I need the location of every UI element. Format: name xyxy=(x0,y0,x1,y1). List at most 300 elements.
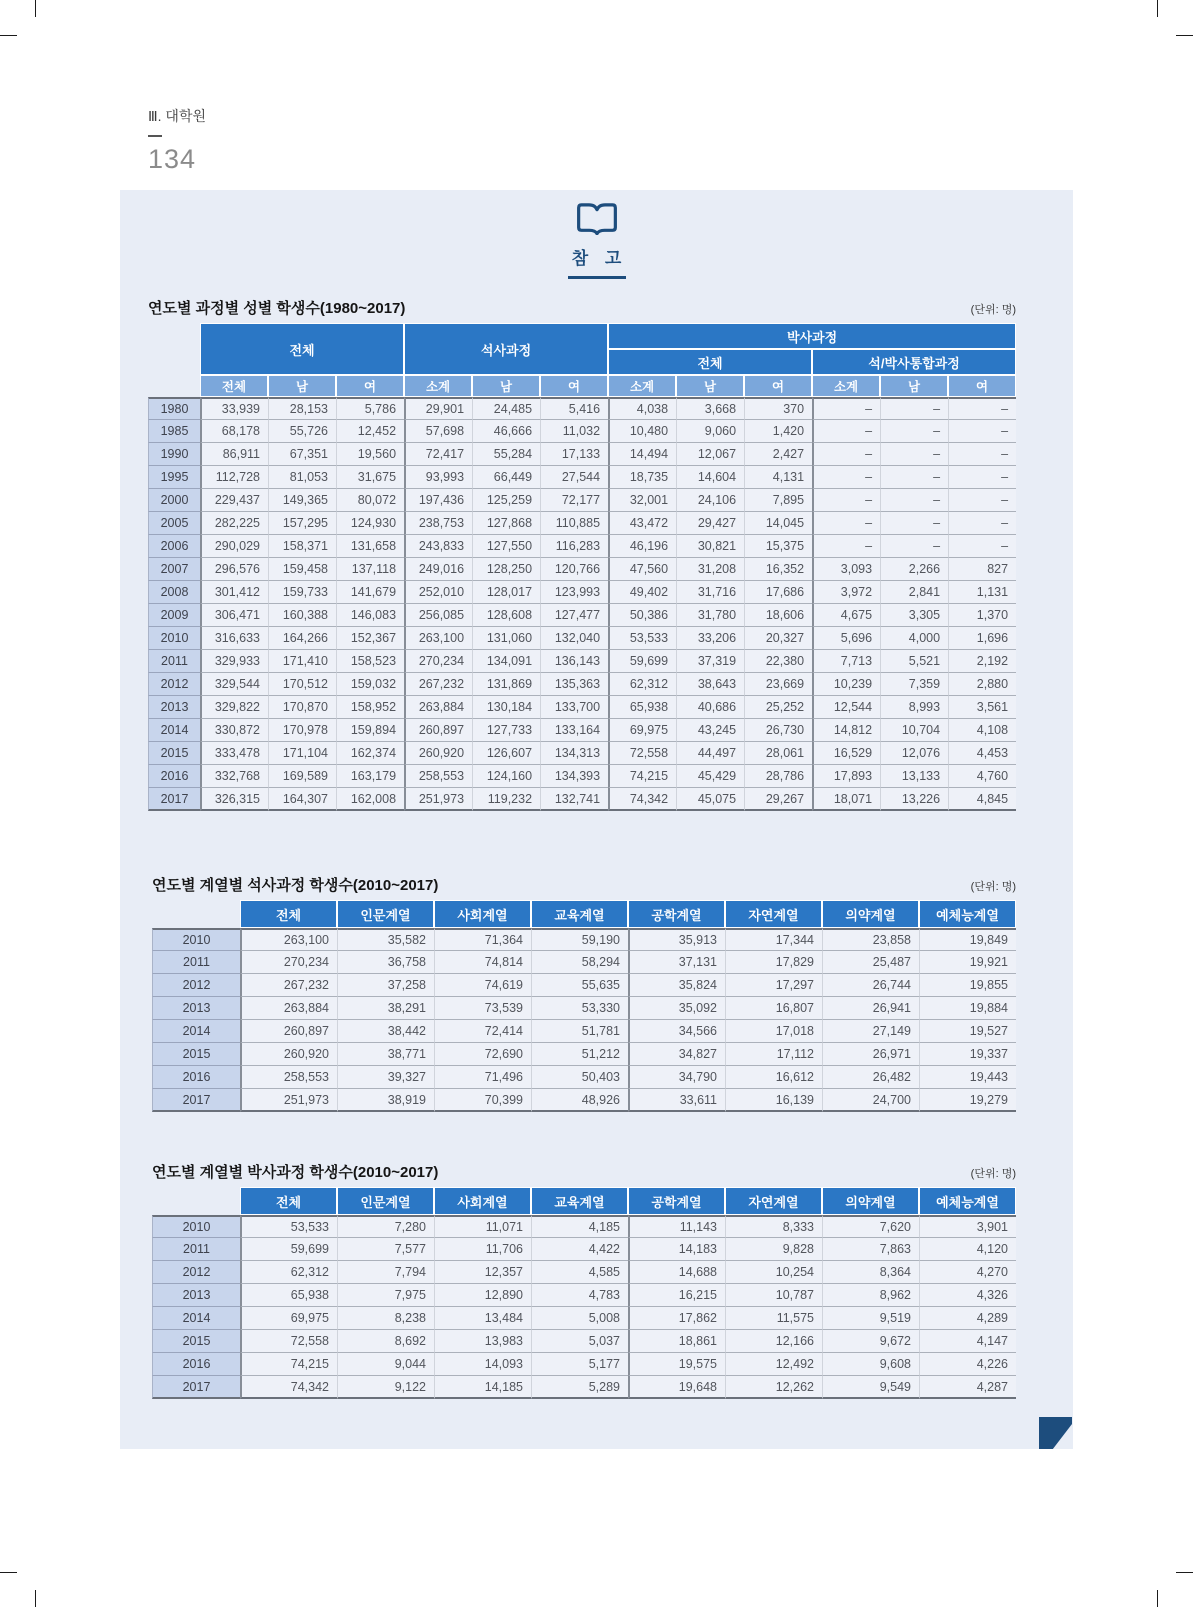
value-cell: 3,305 xyxy=(880,604,948,627)
value-cell: 251,973 xyxy=(240,1089,337,1112)
value-cell: 73,539 xyxy=(434,997,531,1020)
value-cell: 24,700 xyxy=(822,1089,919,1112)
value-cell: 4,326 xyxy=(919,1284,1016,1307)
column-header: 여 xyxy=(336,375,404,397)
value-cell: 260,897 xyxy=(240,1020,337,1043)
value-cell: 270,234 xyxy=(404,650,472,673)
value-cell: 17,133 xyxy=(540,443,608,466)
column-header: 사회계열 xyxy=(434,1187,531,1215)
year-cell: 2010 xyxy=(152,1215,240,1238)
value-cell: 1,420 xyxy=(744,420,812,443)
table-row xyxy=(152,928,1016,951)
value-cell: 68,178 xyxy=(200,420,268,443)
value-cell: 2,192 xyxy=(948,650,1016,673)
value-cell: 134,091 xyxy=(472,650,540,673)
value-cell: 135,363 xyxy=(540,673,608,696)
value-cell: 256,085 xyxy=(404,604,472,627)
value-cell: 7,280 xyxy=(337,1215,434,1238)
value-cell: 20,327 xyxy=(744,627,812,650)
value-cell: 267,232 xyxy=(240,974,337,997)
value-cell: 19,855 xyxy=(919,974,1016,997)
value-cell: 133,164 xyxy=(540,719,608,742)
value-cell: 51,781 xyxy=(531,1020,628,1043)
value-cell: 258,553 xyxy=(404,765,472,788)
value-cell: 124,160 xyxy=(472,765,540,788)
table-row xyxy=(148,765,1016,788)
value-cell: 33,939 xyxy=(200,397,268,420)
table-row xyxy=(148,420,1016,443)
value-cell: 333,478 xyxy=(200,742,268,765)
value-cell: 8,692 xyxy=(337,1330,434,1353)
column-header: 전체 xyxy=(240,900,337,928)
year-cell: 2006 xyxy=(148,535,200,558)
value-cell: 120,766 xyxy=(540,558,608,581)
value-cell: 270,234 xyxy=(240,951,337,974)
year-cell: 2005 xyxy=(148,512,200,535)
value-cell: 67,351 xyxy=(268,443,336,466)
column-header: 교육계열 xyxy=(531,1187,628,1215)
table-row xyxy=(148,788,1016,811)
value-cell: 162,008 xyxy=(336,788,404,811)
value-cell: 238,753 xyxy=(404,512,472,535)
crop-mark-bottom-right-v xyxy=(1157,1590,1158,1607)
table-corner-cell xyxy=(148,323,200,397)
table-row xyxy=(148,535,1016,558)
value-cell: 26,482 xyxy=(822,1066,919,1089)
value-cell: 19,560 xyxy=(336,443,404,466)
column-header: 예체능계열 xyxy=(919,1187,1016,1215)
value-cell: 5,696 xyxy=(812,627,880,650)
value-cell: 5,008 xyxy=(531,1307,628,1330)
value-cell: 14,093 xyxy=(434,1353,531,1376)
value-cell: 8,364 xyxy=(822,1261,919,1284)
year-cell: 2010 xyxy=(152,928,240,951)
value-cell: 8,333 xyxy=(725,1215,822,1238)
value-cell: 243,833 xyxy=(404,535,472,558)
year-cell: 2015 xyxy=(152,1043,240,1066)
table-row xyxy=(148,696,1016,719)
value-cell: 127,550 xyxy=(472,535,540,558)
table-title-row xyxy=(148,294,1016,318)
column-header: 공학계열 xyxy=(628,900,725,928)
table-row xyxy=(152,1020,1016,1043)
open-book-icon xyxy=(575,203,619,240)
year-cell: 2011 xyxy=(148,650,200,673)
column-header: 소계 xyxy=(812,375,880,397)
value-cell: 128,608 xyxy=(472,604,540,627)
value-cell: 2,880 xyxy=(948,673,1016,696)
year-cell: 1985 xyxy=(148,420,200,443)
value-cell: 9,828 xyxy=(725,1238,822,1261)
value-cell: 29,267 xyxy=(744,788,812,811)
value-cell: – xyxy=(812,420,880,443)
value-cell: 301,412 xyxy=(200,581,268,604)
column-header: 박사과정 xyxy=(608,323,1016,349)
value-cell: 127,868 xyxy=(472,512,540,535)
value-cell: 32,001 xyxy=(608,489,676,512)
column-header: 전체 xyxy=(240,1187,337,1215)
value-cell: 45,429 xyxy=(676,765,744,788)
value-cell: 8,993 xyxy=(880,696,948,719)
table-row xyxy=(152,1066,1016,1089)
crop-mark-top-right-v xyxy=(1157,0,1158,17)
value-cell: 62,312 xyxy=(608,673,676,696)
value-cell: 10,787 xyxy=(725,1284,822,1307)
value-cell: 12,492 xyxy=(725,1353,822,1376)
corner-fold-decoration xyxy=(1039,1417,1072,1449)
value-cell: 50,403 xyxy=(531,1066,628,1089)
year-cell: 2011 xyxy=(152,1238,240,1261)
value-cell: 7,895 xyxy=(744,489,812,512)
students-by-course-gender-table xyxy=(148,323,1016,811)
value-cell: 12,262 xyxy=(725,1376,822,1399)
value-cell: 1,696 xyxy=(948,627,1016,650)
column-header: 의약계열 xyxy=(822,900,919,928)
value-cell: 69,975 xyxy=(608,719,676,742)
table-row xyxy=(148,558,1016,581)
value-cell: 19,575 xyxy=(628,1353,725,1376)
value-cell: 18,606 xyxy=(744,604,812,627)
year-cell: 2014 xyxy=(148,719,200,742)
year-cell: 1980 xyxy=(148,397,200,420)
header-row xyxy=(148,375,1016,397)
value-cell: 14,604 xyxy=(676,466,744,489)
value-cell: – xyxy=(812,512,880,535)
value-cell: 7,794 xyxy=(337,1261,434,1284)
value-cell: 7,620 xyxy=(822,1215,919,1238)
value-cell: 251,973 xyxy=(404,788,472,811)
value-cell: 306,471 xyxy=(200,604,268,627)
value-cell: 71,364 xyxy=(434,928,531,951)
value-cell: 43,245 xyxy=(676,719,744,742)
value-cell: 74,342 xyxy=(608,788,676,811)
value-cell: 4,453 xyxy=(948,742,1016,765)
value-cell: 4,226 xyxy=(919,1353,1016,1376)
value-cell: – xyxy=(880,512,948,535)
value-cell: 146,083 xyxy=(336,604,404,627)
value-cell: 9,549 xyxy=(822,1376,919,1399)
value-cell: 119,232 xyxy=(472,788,540,811)
value-cell: 55,726 xyxy=(268,420,336,443)
value-cell: 11,143 xyxy=(628,1215,725,1238)
value-cell: 3,901 xyxy=(919,1215,1016,1238)
year-cell: 1990 xyxy=(148,443,200,466)
value-cell: 72,558 xyxy=(608,742,676,765)
value-cell: 37,258 xyxy=(337,974,434,997)
table-row xyxy=(152,997,1016,1020)
value-cell: 12,890 xyxy=(434,1284,531,1307)
year-cell: 2015 xyxy=(152,1330,240,1353)
value-cell: 260,920 xyxy=(404,742,472,765)
value-cell: 13,226 xyxy=(880,788,948,811)
value-cell: 16,352 xyxy=(744,558,812,581)
value-cell: 4,845 xyxy=(948,788,1016,811)
value-cell: 329,544 xyxy=(200,673,268,696)
value-cell: 17,686 xyxy=(744,581,812,604)
value-cell: 34,827 xyxy=(628,1043,725,1066)
value-cell: 51,212 xyxy=(531,1043,628,1066)
value-cell: 13,983 xyxy=(434,1330,531,1353)
value-cell: 130,184 xyxy=(472,696,540,719)
value-cell: 12,067 xyxy=(676,443,744,466)
value-cell: 17,112 xyxy=(725,1043,822,1066)
value-cell: 9,672 xyxy=(822,1330,919,1353)
value-cell: 14,185 xyxy=(434,1376,531,1399)
value-cell: 47,560 xyxy=(608,558,676,581)
value-cell: 38,291 xyxy=(337,997,434,1020)
value-cell: 5,177 xyxy=(531,1353,628,1376)
table-row xyxy=(152,1261,1016,1284)
column-header: 남 xyxy=(472,375,540,397)
value-cell: 149,365 xyxy=(268,489,336,512)
value-cell: 124,930 xyxy=(336,512,404,535)
value-cell: 171,410 xyxy=(268,650,336,673)
value-cell: 31,208 xyxy=(676,558,744,581)
value-cell: 19,921 xyxy=(919,951,1016,974)
value-cell: 249,016 xyxy=(404,558,472,581)
value-cell: 74,619 xyxy=(434,974,531,997)
value-cell: – xyxy=(948,397,1016,420)
year-cell: 2013 xyxy=(152,1284,240,1307)
table-row xyxy=(152,1284,1016,1307)
value-cell: 31,675 xyxy=(336,466,404,489)
value-cell: 29,901 xyxy=(404,397,472,420)
value-cell: – xyxy=(948,466,1016,489)
value-cell: 158,371 xyxy=(268,535,336,558)
value-cell: 71,496 xyxy=(434,1066,531,1089)
year-cell: 2012 xyxy=(152,974,240,997)
value-cell: 332,768 xyxy=(200,765,268,788)
header-row xyxy=(152,1187,1016,1215)
value-cell: – xyxy=(812,466,880,489)
value-cell: 296,576 xyxy=(200,558,268,581)
value-cell: 159,894 xyxy=(336,719,404,742)
table-corner-cell xyxy=(152,1187,240,1215)
value-cell: 4,185 xyxy=(531,1215,628,1238)
table-row xyxy=(148,673,1016,696)
value-cell: – xyxy=(948,512,1016,535)
value-cell: 5,521 xyxy=(880,650,948,673)
value-cell: 14,688 xyxy=(628,1261,725,1284)
value-cell: 13,133 xyxy=(880,765,948,788)
value-cell: 282,225 xyxy=(200,512,268,535)
table-row xyxy=(152,1330,1016,1353)
value-cell: 39,327 xyxy=(337,1066,434,1089)
value-cell: 131,060 xyxy=(472,627,540,650)
value-cell: 19,279 xyxy=(919,1089,1016,1112)
value-cell: 3,668 xyxy=(676,397,744,420)
table-row xyxy=(152,1353,1016,1376)
value-cell: 4,131 xyxy=(744,466,812,489)
value-cell: 34,566 xyxy=(628,1020,725,1043)
value-cell: 3,972 xyxy=(812,581,880,604)
value-cell: 4,270 xyxy=(919,1261,1016,1284)
value-cell: 53,533 xyxy=(240,1215,337,1238)
value-cell: 7,577 xyxy=(337,1238,434,1261)
value-cell: 50,386 xyxy=(608,604,676,627)
value-cell: 38,919 xyxy=(337,1089,434,1112)
value-cell: – xyxy=(880,535,948,558)
value-cell: 23,669 xyxy=(744,673,812,696)
value-cell: – xyxy=(880,397,948,420)
value-cell: 7,975 xyxy=(337,1284,434,1307)
value-cell: 137,118 xyxy=(336,558,404,581)
value-cell: 3,093 xyxy=(812,558,880,581)
year-cell: 2016 xyxy=(148,765,200,788)
value-cell: – xyxy=(812,535,880,558)
value-cell: – xyxy=(948,489,1016,512)
value-cell: 30,821 xyxy=(676,535,744,558)
value-cell: – xyxy=(880,489,948,512)
value-cell: 46,666 xyxy=(472,420,540,443)
value-cell: 5,786 xyxy=(336,397,404,420)
value-cell: 134,393 xyxy=(540,765,608,788)
value-cell: 10,704 xyxy=(880,719,948,742)
column-header: 전체 xyxy=(200,323,404,375)
value-cell: 26,971 xyxy=(822,1043,919,1066)
value-cell: 72,417 xyxy=(404,443,472,466)
value-cell: 38,442 xyxy=(337,1020,434,1043)
table-row xyxy=(148,489,1016,512)
value-cell: 12,076 xyxy=(880,742,948,765)
value-cell: 7,359 xyxy=(880,673,948,696)
value-cell: 163,179 xyxy=(336,765,404,788)
value-cell: 12,357 xyxy=(434,1261,531,1284)
year-cell: 2015 xyxy=(148,742,200,765)
value-cell: 36,758 xyxy=(337,951,434,974)
table-row xyxy=(152,1215,1016,1238)
value-cell: 29,427 xyxy=(676,512,744,535)
year-cell: 2013 xyxy=(152,997,240,1020)
year-cell: 2011 xyxy=(152,951,240,974)
value-cell: 157,295 xyxy=(268,512,336,535)
reference-badge xyxy=(120,203,1073,279)
value-cell: 12,452 xyxy=(336,420,404,443)
year-cell: 2014 xyxy=(152,1020,240,1043)
column-header: 전체 xyxy=(200,375,268,397)
value-cell: 9,060 xyxy=(676,420,744,443)
crop-mark-top-left-h xyxy=(0,35,17,36)
value-cell: 19,884 xyxy=(919,997,1016,1020)
column-header: 여 xyxy=(948,375,1016,397)
value-cell: – xyxy=(880,466,948,489)
table-row xyxy=(152,951,1016,974)
value-cell: 258,553 xyxy=(240,1066,337,1089)
value-cell: 43,472 xyxy=(608,512,676,535)
value-cell: 125,259 xyxy=(472,489,540,512)
year-cell: 2013 xyxy=(148,696,200,719)
value-cell: 4,120 xyxy=(919,1238,1016,1261)
value-cell: 35,582 xyxy=(337,928,434,951)
value-cell: 46,196 xyxy=(608,535,676,558)
value-cell: 19,527 xyxy=(919,1020,1016,1043)
value-cell: 159,458 xyxy=(268,558,336,581)
year-cell: 2017 xyxy=(152,1089,240,1112)
value-cell: 74,215 xyxy=(240,1353,337,1376)
unit-label: (단위: 명) xyxy=(970,304,1016,316)
value-cell: 4,147 xyxy=(919,1330,1016,1353)
table-row xyxy=(148,742,1016,765)
value-cell: 160,388 xyxy=(268,604,336,627)
value-cell: 26,730 xyxy=(744,719,812,742)
value-cell: 69,975 xyxy=(240,1307,337,1330)
value-cell: 72,177 xyxy=(540,489,608,512)
year-cell: 2016 xyxy=(152,1353,240,1376)
value-cell: – xyxy=(948,420,1016,443)
value-cell: 126,607 xyxy=(472,742,540,765)
value-cell: 1,370 xyxy=(948,604,1016,627)
crop-mark-bottom-left-h xyxy=(0,1572,17,1573)
crop-mark-top-right-h xyxy=(1176,35,1193,36)
value-cell: 4,783 xyxy=(531,1284,628,1307)
value-cell: 116,283 xyxy=(540,535,608,558)
value-cell: 86,911 xyxy=(200,443,268,466)
value-cell: 38,643 xyxy=(676,673,744,696)
value-cell: 9,519 xyxy=(822,1307,919,1330)
value-cell: 252,010 xyxy=(404,581,472,604)
value-cell: 14,045 xyxy=(744,512,812,535)
year-cell: 2000 xyxy=(148,489,200,512)
value-cell: 260,897 xyxy=(404,719,472,742)
value-cell: 11,575 xyxy=(725,1307,822,1330)
value-cell: 4,675 xyxy=(812,604,880,627)
value-cell: 23,858 xyxy=(822,928,919,951)
value-cell: 260,920 xyxy=(240,1043,337,1066)
value-cell: 9,044 xyxy=(337,1353,434,1376)
value-cell: 4,422 xyxy=(531,1238,628,1261)
unit-label: (단위: 명) xyxy=(970,881,1016,893)
value-cell: 53,533 xyxy=(608,627,676,650)
header-divider xyxy=(148,135,162,137)
header-row xyxy=(148,323,1016,349)
badge-label: 참 고 xyxy=(571,249,628,268)
value-cell: 127,733 xyxy=(472,719,540,742)
value-cell: 132,040 xyxy=(540,627,608,650)
value-cell: 35,824 xyxy=(628,974,725,997)
crop-mark-top-left-v xyxy=(35,0,36,17)
value-cell: 74,215 xyxy=(608,765,676,788)
column-header: 여 xyxy=(744,375,812,397)
table-row xyxy=(148,719,1016,742)
value-cell: 170,512 xyxy=(268,673,336,696)
column-header: 예체능계열 xyxy=(919,900,1016,928)
value-cell: – xyxy=(812,489,880,512)
value-cell: 158,952 xyxy=(336,696,404,719)
column-header: 소계 xyxy=(608,375,676,397)
value-cell: 65,938 xyxy=(608,696,676,719)
column-header: 의약계열 xyxy=(822,1187,919,1215)
value-cell: 329,822 xyxy=(200,696,268,719)
value-cell: 170,870 xyxy=(268,696,336,719)
value-cell: 37,131 xyxy=(628,951,725,974)
value-cell: 9,608 xyxy=(822,1353,919,1376)
value-cell: 127,477 xyxy=(540,604,608,627)
value-cell: 2,266 xyxy=(880,558,948,581)
value-cell: 26,941 xyxy=(822,997,919,1020)
value-cell: 27,149 xyxy=(822,1020,919,1043)
table-block-doctoral-by-field xyxy=(152,1158,1016,1399)
value-cell: 15,375 xyxy=(744,535,812,558)
value-cell: 170,978 xyxy=(268,719,336,742)
value-cell: 16,139 xyxy=(725,1089,822,1112)
year-cell: 2008 xyxy=(148,581,200,604)
value-cell: 38,771 xyxy=(337,1043,434,1066)
year-cell: 2010 xyxy=(148,627,200,650)
crop-mark-bottom-left-v xyxy=(35,1590,36,1607)
value-cell: 136,143 xyxy=(540,650,608,673)
value-cell: 14,494 xyxy=(608,443,676,466)
value-cell: 19,443 xyxy=(919,1066,1016,1089)
